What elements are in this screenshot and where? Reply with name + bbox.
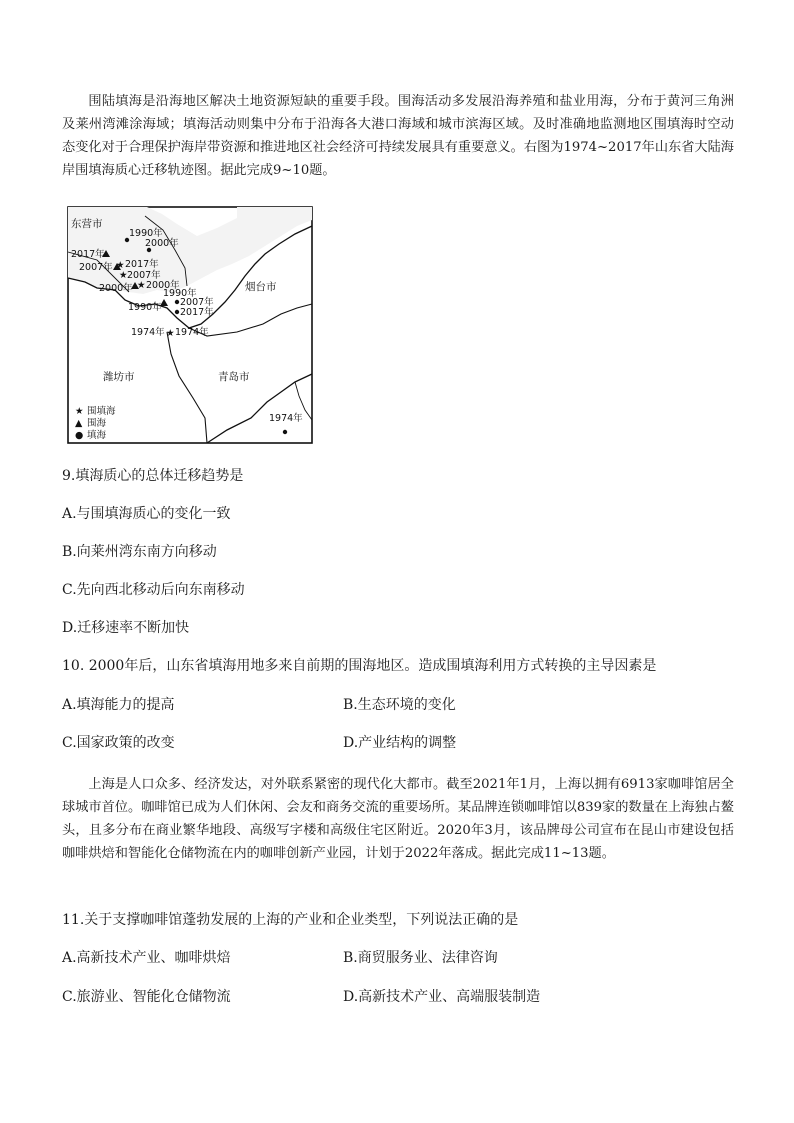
q10-option-d[interactable]: D.产业结构的调整 xyxy=(343,735,457,751)
q11-option-c[interactable]: C.旅游业、智能化仓储物流 xyxy=(62,989,231,1005)
label-enclosure-2007: 2007年 xyxy=(79,262,113,273)
city-dongying: 东营市 xyxy=(71,218,103,230)
label-fill-2007: 2007年 xyxy=(180,297,214,308)
fill-centroid-2007 xyxy=(175,300,179,304)
passage-coffee: 上海是人口众多、经济发达，对外联系紧密的现代化大都市。截至2021年1月，上海以拥有6913家咖啡馆居全球城市首位。咖啡馆已成为人们休闲、会友和商务交流的重要场所。某品牌连锁咖啡馆以839家的数量在上海独占鳌头，且多分布在商业繁华地段、高级写字楼和高级住宅区附近。2020年3月，该品牌母公司宣布在昆山市建设包括咖啡烘焙和智能化仓储物流在内的咖啡创新产业园，计划于2022年落成。据此完成11~13题。 xyxy=(62,777,734,861)
reclamation-centroid-2007: ★ xyxy=(119,270,128,281)
q9-stem: 9.填海质心的总体迁移趋势是 xyxy=(62,468,244,484)
label-enclosure-2000: 2000年 xyxy=(99,283,133,294)
q9-option-b[interactable]: B.向莱州湾东南方向移动 xyxy=(62,544,217,560)
legend-symbol-reclamation: ★ xyxy=(75,406,84,417)
label-fill-2017: 2017年 xyxy=(180,307,214,318)
q10-option-c[interactable]: C.国家政策的改变 xyxy=(62,735,175,751)
reclamation-centroid-1974: ★ xyxy=(166,328,175,339)
legend-symbol-enclosure: ▲ xyxy=(75,418,83,429)
q10-stem: 10. 2000年后，山东省填海用地多来自前期的围海地区。造成围填海利用方式转换的主导因素是 xyxy=(62,658,657,674)
legend-label-fill: 填海 xyxy=(87,430,107,441)
reclamation-centroid-2000: ★ xyxy=(137,280,146,291)
city-qingdao: 青岛市 xyxy=(218,371,250,383)
q10-option-a[interactable]: A.填海能力的提高 xyxy=(62,697,175,713)
q11-option-b[interactable]: B.商贸服务业、法律咨询 xyxy=(343,950,498,966)
reclamation-centroid-2017: ★ xyxy=(116,260,125,271)
q11-stem: 11.关于支撑咖啡馆蓬勃发展的上海的产业和企业类型，下列说法正确的是 xyxy=(62,912,519,928)
fill-centroid-1974 xyxy=(283,430,287,434)
legend-symbol-fill: ● xyxy=(75,430,84,441)
q10-option-b[interactable]: B.生态环境的变化 xyxy=(343,697,456,713)
q9-option-a[interactable]: A.与围填海质心的变化一致 xyxy=(62,506,231,522)
reclamation-centroid-map xyxy=(67,206,313,444)
city-weifang: 潍坊市 xyxy=(103,371,135,383)
passage-reclamation: 围陆填海是沿海地区解决土地资源短缺的重要手段。围海活动多发展沿海养殖和盐业用海，分布于黄河三角洲及莱州湾滩涂海域；填海活动则集中分布于沿海各大港口海域和城市滨海区域。及时准确地监测地区围填海时空动态变化对于合理保护海岸带资源和推进地区社会经济可持续发展具有重要意义。右图为1974~2017年山东省大陆海岸围填海质心迁移轨迹图。据此完成9~10题。 xyxy=(62,94,734,178)
label-reclamation-2000: 2000年 xyxy=(146,280,180,291)
city-yantai: 烟台市 xyxy=(245,281,277,293)
legend-label-reclamation: 围填海 xyxy=(87,406,116,417)
label-enclosure-1990-left: 1990年 xyxy=(128,302,162,313)
legend-label-enclosure: 围海 xyxy=(87,418,107,429)
label-fill-1974: 1974年 xyxy=(269,413,303,424)
q11-option-a[interactable]: A.高新技术产业、咖啡烘焙 xyxy=(62,950,231,966)
label-reclamation-1974: 1974年 xyxy=(175,327,209,338)
label-enclosure-2017: 2017年 xyxy=(71,249,105,260)
q9-option-c[interactable]: C.先向西北移动后向东南移动 xyxy=(62,582,245,598)
label-enclosure-1974: 1974年 xyxy=(131,327,165,338)
q11-option-d[interactable]: D.高新技术产业、高端服装制造 xyxy=(343,989,541,1005)
label-reclamation-2007: 2007年 xyxy=(127,270,161,281)
label-enclosure-1990: 1990年 xyxy=(163,288,197,299)
fill-centroid-2017 xyxy=(175,310,179,314)
label-reclamation-2017: 2017年 xyxy=(125,259,159,270)
q9-option-d[interactable]: D.迁移速率不断加快 xyxy=(62,620,190,636)
label-fill-1990: 1990年 xyxy=(129,228,163,239)
label-fill-2000: 2000年 xyxy=(145,238,179,249)
